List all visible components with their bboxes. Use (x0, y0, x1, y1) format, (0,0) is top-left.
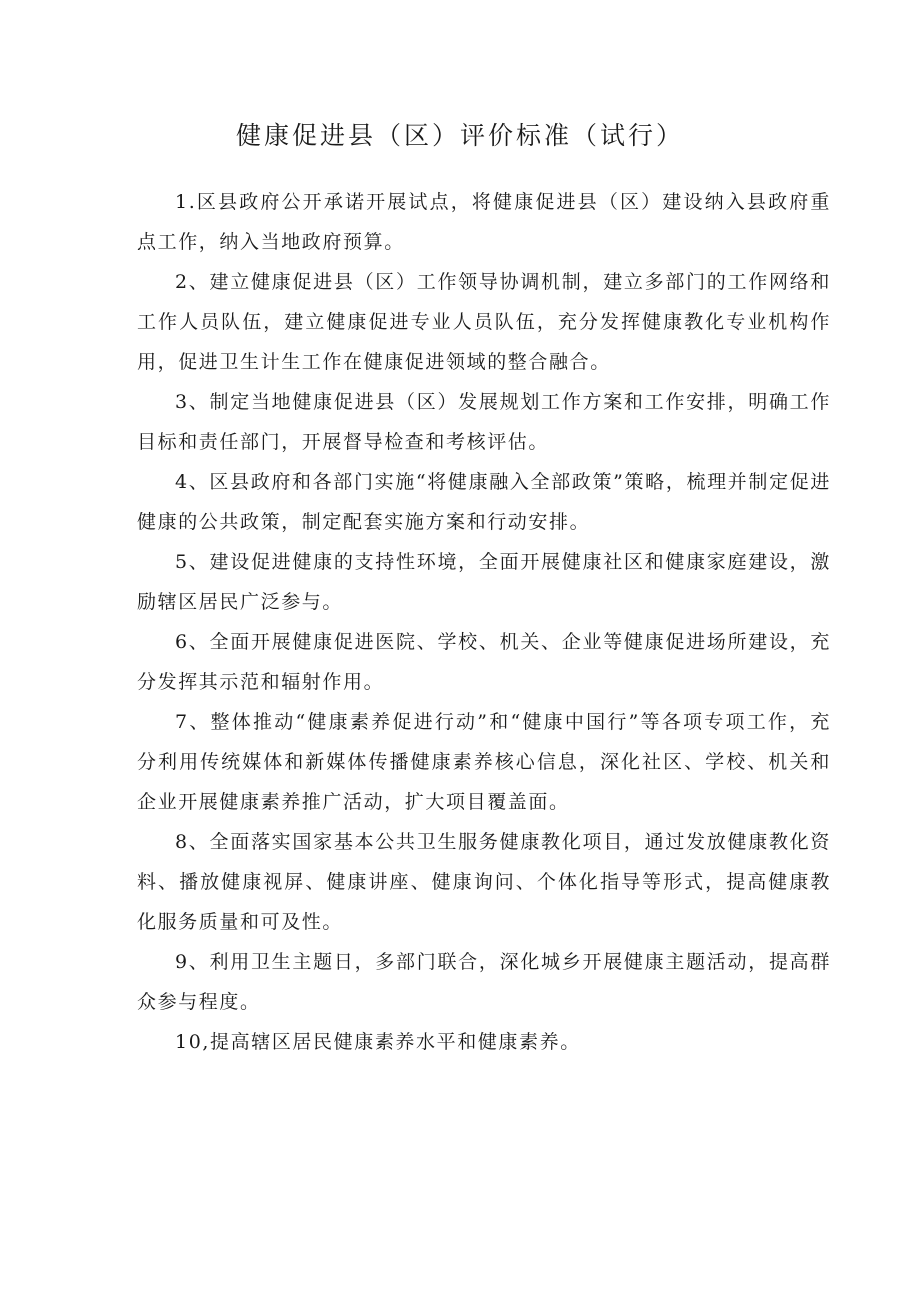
paragraph-1: 1.区县政府公开承诺开展试点，将健康促进县（区）建设纳入县政府重点工作，纳入当地政府预算。 (137, 191, 831, 253)
paragraph-9: 9、利用卫生主题日，多部门联合，深化城乡开展健康主题活动，提高群众参与程度。 (137, 951, 831, 1013)
page-title: 健康促进县（区）评价标准（试行） (235, 121, 684, 150)
paragraph-10: 10,提高辖区居民健康素养水平和健康素养。 (175, 1031, 581, 1053)
paragraph-2: 2、建立健康促进县（区）工作领导协调机制，建立多部门的工作网络和工作人员队伍，建立健康促进专业人员队伍，充分发挥健康教化专业机构作用，促进卫生计生工作在健康促进领域的整合融合。 (137, 271, 831, 373)
paragraph-4: 4、区县政府和各部门实施“将健康融入全部政策”策略，梳理并制定促进健康的公共政策，制定配套实施方案和行动安排。 (137, 471, 831, 533)
paragraph-7: 7、整体推动“健康素养促进行动”和“健康中国行”等各项专项工作，充分利用传统媒体和新媒体传播健康素养核心信息，深化社区、学校、机关和企业开展健康素养推广活动，扩大项目覆盖面。 (137, 711, 831, 813)
paragraph-3: 3、制定当地健康促进县（区）发展规划工作方案和工作安排，明确工作目标和责任部门，开展督导检查和考核评估。 (137, 391, 831, 453)
paragraph-6: 6、全面开展健康促进医院、学校、机关、企业等健康促进场所建设，充分发挥其示范和辐射作用。 (137, 631, 831, 693)
paragraph-8: 8、全面落实国家基本公共卫生服务健康教化项目，通过发放健康教化资料、播放健康视屏、健康讲座、健康询问、个体化指导等形式，提高健康教化服务质量和可及性。 (137, 831, 831, 933)
document-body (137, 182, 831, 1062)
paragraph-5: 5、建设促进健康的支持性环境，全面开展健康社区和健康家庭建设，激励辖区居民广泛参与。 (137, 551, 831, 613)
